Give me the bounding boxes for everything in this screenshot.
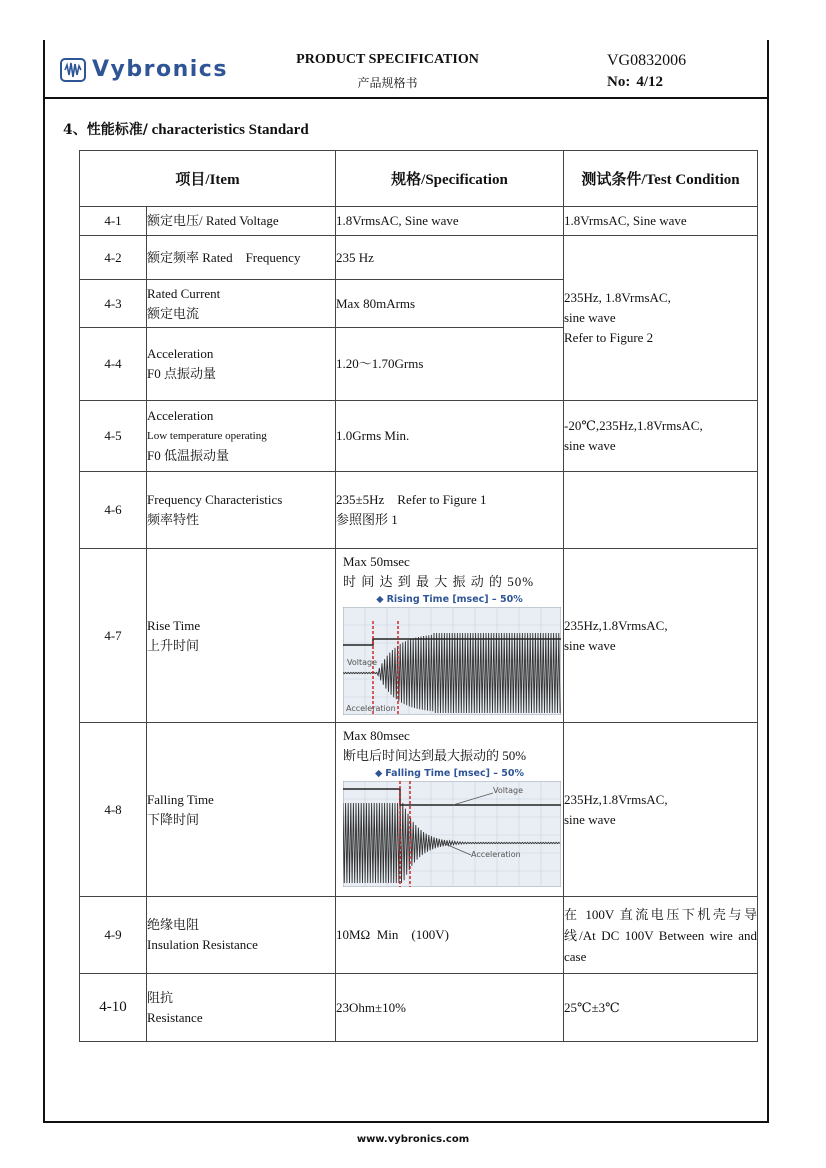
table-row: 4-6 Frequency Characteristics 频率特性 235±5Hz Refer to Figure 1 参照图形 1 [80, 472, 758, 549]
falling-time-oscillogram [343, 781, 561, 887]
header-doc-info [607, 52, 686, 91]
table-row: 4-3 Rated Current 额定电流 Max 80mArms [80, 280, 758, 328]
rise-chart-caption: ◆ Rising Time [msec] – 50% [376, 594, 523, 605]
merged-condition-cell: 235Hz, 1.8VrmsAC, sine wave Refer to Figure 2 [564, 236, 758, 401]
header-title-block [270, 52, 505, 91]
footer-url: www.vybronics.com [356, 1134, 470, 1145]
col-header-spec: 规格/Specification [336, 151, 564, 207]
table-row: 4-1 额定电压/ Rated Voltage 1.8VrmsAC, Sine wave 1.8VrmsAC, Sine wave [80, 207, 758, 236]
header-title: PRODUCT SPECIFICATION [296, 52, 479, 67]
brand-name: Vybronics [92, 57, 228, 82]
diamond-icon: ◆ [376, 594, 384, 605]
table-row: 4-10 阻抗 Resistance 23Ohm±10% 25℃±3℃ [80, 974, 758, 1042]
table-row: 4-9 绝缘电阻 Insulation Resistance 10MΩ Min (100V) 在 100V 直流电压下机壳与导线/At DC 100V Between wire and case [80, 897, 758, 974]
header-rule [43, 97, 769, 99]
table-row: 4-4 Acceleration F0 点振动量 1.20～1.70Grms [80, 328, 758, 401]
diamond-icon: ◆ [374, 768, 383, 779]
fall-chart-caption: ◆ Falling Time [msec] – 50% [374, 768, 525, 779]
spec-table [79, 150, 758, 1042]
table-row: 4-5 Acceleration Low temperature operating F0 低温振动量 1.0Grms Min. -20℃,235Hz,1.8VrmsAC, sine wave [80, 401, 758, 472]
rise-time-oscillogram [343, 607, 561, 715]
col-header-condition: 测试条件/Test Condition [564, 151, 758, 207]
vybronics-logo-icon [60, 58, 86, 82]
acceleration-label: Acceleration [471, 850, 521, 859]
section-title: 4、性能标准/ characteristics Standard [63, 122, 309, 138]
header-subtitle: 产品规格书 [357, 76, 418, 90]
brand-logo [60, 57, 228, 82]
table-row: 4-2 额定频率 Rated Frequency 235 Hz 235Hz, 1.8VrmsAC, sine wave Refer to Figure 2 [80, 236, 758, 280]
table-row: 4-7 Rise Time 上升时间 Max 50msec 时 间 达 到 最 大 振 动 的 50% ◆ Rising Time [msec] – 50% Voltage Acceleration 235Hz,1.8VrmsAC, sine wave [80, 549, 758, 723]
table-header-row [80, 151, 758, 207]
col-header-item: 项目/Item [80, 151, 336, 207]
voltage-label: Voltage [347, 658, 378, 667]
voltage-label: Voltage [493, 786, 524, 795]
doc-number: VG0832006 [607, 52, 687, 69]
table-row: 4-8 Falling Time 下降时间 Max 80msec 断电后时间达到最大振动的 50% ◆ Falling Time [msec] – 50% Voltage Acceleration 235Hz,1.8VrmsAC, sine wave [80, 723, 758, 897]
acceleration-label: Acceleration [346, 704, 396, 713]
page-number: No: 4/12 [607, 74, 663, 90]
